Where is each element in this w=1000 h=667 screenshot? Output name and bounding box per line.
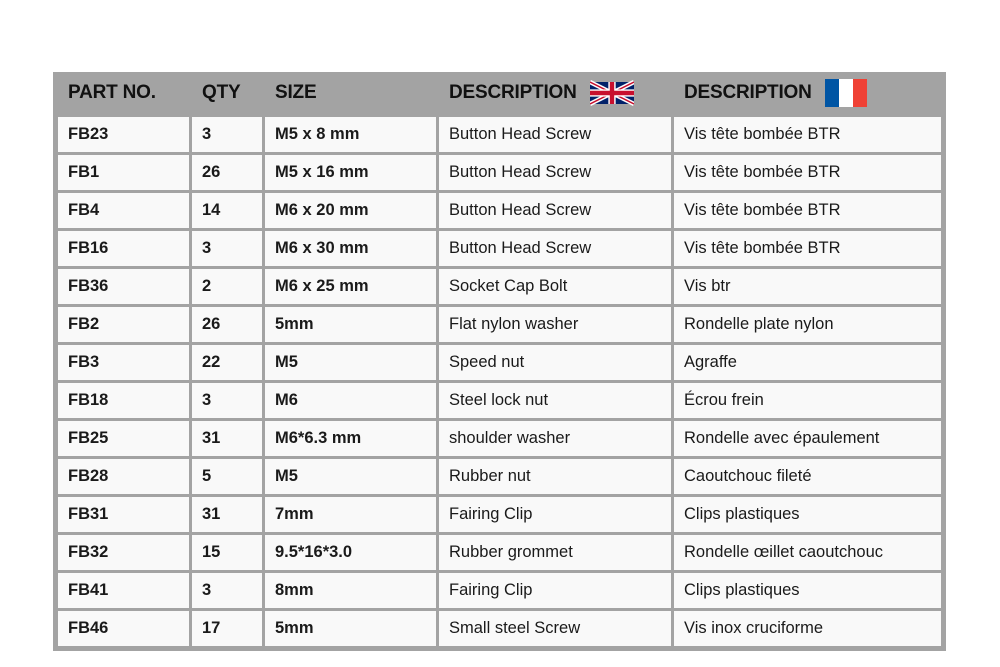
header-description-fr-label: DESCRIPTION — [684, 82, 812, 104]
header-description-fr — [674, 72, 941, 114]
header-part-no-label: PART NO. — [68, 82, 156, 103]
description-fr-cell: Vis btr — [674, 269, 941, 304]
qty-cell: 31 — [192, 497, 262, 532]
size-cell: M6 x 25 mm — [265, 269, 436, 304]
qty-cell: 31 — [192, 421, 262, 456]
table-row — [58, 231, 941, 266]
part-no-cell: FB3 — [58, 345, 189, 380]
description-en-cell: Flat nylon washer — [439, 307, 671, 342]
table-row — [58, 573, 941, 608]
description-fr-cell: Agraffe — [674, 345, 941, 380]
size-cell: 5mm — [265, 307, 436, 342]
description-fr-cell: Vis tête bombée BTR — [674, 155, 941, 190]
qty-cell: 22 — [192, 345, 262, 380]
table-row — [58, 497, 941, 532]
qty-cell: 3 — [192, 231, 262, 266]
description-en-cell: Button Head Screw — [439, 193, 671, 228]
size-cell: M6 x 20 mm — [265, 193, 436, 228]
qty-cell: 26 — [192, 307, 262, 342]
size-cell: 5mm — [265, 611, 436, 646]
part-no-cell: FB16 — [58, 231, 189, 266]
description-en-cell: Steel lock nut — [439, 383, 671, 418]
table-row — [58, 535, 941, 570]
size-cell: M6 — [265, 383, 436, 418]
description-fr-cell: Rondelle avec épaulement — [674, 421, 941, 456]
qty-cell: 3 — [192, 383, 262, 418]
table-header-row — [58, 72, 941, 114]
part-no-cell: FB31 — [58, 497, 189, 532]
qty-cell: 5 — [192, 459, 262, 494]
header-qty — [192, 72, 262, 114]
size-cell: M6*6.3 mm — [265, 421, 436, 456]
size-cell: 7mm — [265, 497, 436, 532]
part-no-cell: FB32 — [58, 535, 189, 570]
part-no-cell: FB23 — [58, 117, 189, 152]
uk-flag-icon — [590, 79, 634, 107]
description-fr-cell: Écrou frein — [674, 383, 941, 418]
france-flag-icon — [825, 79, 867, 107]
description-en-cell: shoulder washer — [439, 421, 671, 456]
qty-cell: 3 — [192, 573, 262, 608]
header-size — [265, 72, 436, 114]
qty-cell: 3 — [192, 117, 262, 152]
part-no-cell: FB25 — [58, 421, 189, 456]
description-fr-cell: Vis tête bombée BTR — [674, 193, 941, 228]
size-cell: M5 — [265, 345, 436, 380]
part-no-cell: FB4 — [58, 193, 189, 228]
part-no-cell: FB28 — [58, 459, 189, 494]
parts-table — [55, 69, 944, 649]
size-cell: M5 — [265, 459, 436, 494]
size-cell: 9.5*16*3.0 — [265, 535, 436, 570]
part-no-cell: FB46 — [58, 611, 189, 646]
table-row — [58, 155, 941, 190]
description-fr-cell: Vis tête bombée BTR — [674, 117, 941, 152]
description-en-cell: Rubber nut — [439, 459, 671, 494]
description-fr-cell: Clips plastiques — [674, 573, 941, 608]
table-row — [58, 611, 941, 646]
part-no-cell: FB2 — [58, 307, 189, 342]
table-row — [58, 383, 941, 418]
part-no-cell: FB1 — [58, 155, 189, 190]
description-en-cell: Socket Cap Bolt — [439, 269, 671, 304]
header-description-en-label: DESCRIPTION — [449, 82, 577, 104]
description-en-cell: Button Head Screw — [439, 155, 671, 190]
size-cell: M5 x 16 mm — [265, 155, 436, 190]
part-no-cell: FB41 — [58, 573, 189, 608]
description-en-cell: Fairing Clip — [439, 573, 671, 608]
table-row — [58, 117, 941, 152]
table-row — [58, 459, 941, 494]
qty-cell: 15 — [192, 535, 262, 570]
size-cell: M5 x 8 mm — [265, 117, 436, 152]
description-fr-cell: Clips plastiques — [674, 497, 941, 532]
header-part-no — [58, 72, 189, 114]
description-en-cell: Speed nut — [439, 345, 671, 380]
qty-cell: 14 — [192, 193, 262, 228]
description-fr-cell: Vis inox cruciforme — [674, 611, 941, 646]
description-fr-cell: Caoutchouc fileté — [674, 459, 941, 494]
header-size-label: SIZE — [275, 82, 317, 103]
table-body — [58, 117, 941, 646]
description-en-cell: Rubber grommet — [439, 535, 671, 570]
description-fr-cell: Rondelle plate nylon — [674, 307, 941, 342]
qty-cell: 26 — [192, 155, 262, 190]
parts-table-container — [53, 72, 946, 651]
table-row — [58, 307, 941, 342]
description-fr-cell: Vis tête bombée BTR — [674, 231, 941, 266]
part-no-cell: FB18 — [58, 383, 189, 418]
table-row — [58, 345, 941, 380]
description-en-cell: Small steel Screw — [439, 611, 671, 646]
table-row — [58, 269, 941, 304]
description-fr-cell: Rondelle œillet caoutchouc — [674, 535, 941, 570]
table-row — [58, 193, 941, 228]
description-en-cell: Fairing Clip — [439, 497, 671, 532]
header-qty-label: QTY — [202, 82, 241, 103]
qty-cell: 17 — [192, 611, 262, 646]
description-en-cell: Button Head Screw — [439, 117, 671, 152]
size-cell: M6 x 30 mm — [265, 231, 436, 266]
size-cell: 8mm — [265, 573, 436, 608]
qty-cell: 2 — [192, 269, 262, 304]
table-row — [58, 421, 941, 456]
description-en-cell: Button Head Screw — [439, 231, 671, 266]
part-no-cell: FB36 — [58, 269, 189, 304]
header-description-en — [439, 72, 671, 114]
